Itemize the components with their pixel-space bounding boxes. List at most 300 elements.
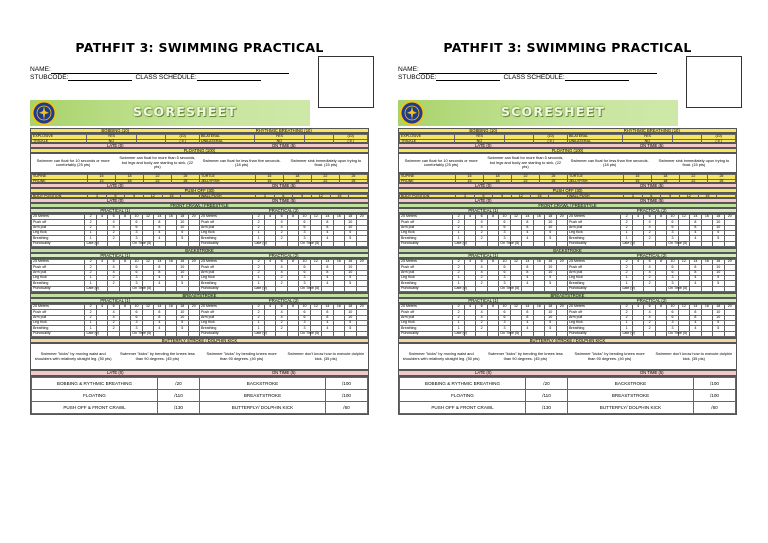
- score-cell[interactable]: 4: [108, 265, 119, 270]
- score-cell[interactable]: 3: [667, 326, 678, 331]
- score-cell[interactable]: 6: [299, 220, 310, 225]
- score-cell[interactable]: [533, 286, 544, 291]
- score-cell[interactable]: [655, 241, 666, 246]
- score-cell[interactable]: 22: [311, 175, 339, 180]
- score-cell[interactable]: [476, 286, 487, 291]
- score-cell[interactable]: [345, 331, 356, 336]
- score-cell[interactable]: Late (0): [254, 241, 267, 246]
- score-cell[interactable]: 14: [522, 215, 533, 220]
- score-cell[interactable]: 4: [322, 236, 333, 241]
- score-cell[interactable]: 10: [499, 305, 510, 310]
- score-cell[interactable]: Late (0): [454, 286, 467, 291]
- score-cell[interactable]: [356, 241, 367, 246]
- score-cell[interactable]: [545, 241, 556, 246]
- score-cell[interactable]: 16: [701, 215, 712, 220]
- score-cell[interactable]: 3: [299, 326, 310, 331]
- score-cell[interactable]: 12: [142, 215, 153, 220]
- score-cell[interactable]: 18: [651, 179, 679, 184]
- score-cell[interactable]: 18: [177, 305, 188, 310]
- score-cell[interactable]: 8: [154, 225, 165, 230]
- score-cell[interactable]: 2: [108, 230, 119, 235]
- score-cell[interactable]: 10: [713, 225, 724, 230]
- score-cell[interactable]: 4: [154, 281, 165, 286]
- score-cell[interactable]: 3: [131, 326, 142, 331]
- score-cell[interactable]: 2: [108, 236, 119, 241]
- score-cell[interactable]: 6: [299, 225, 310, 230]
- score-cell[interactable]: [119, 331, 130, 336]
- score-cell[interactable]: 16: [333, 260, 344, 265]
- score-cell[interactable]: 16: [701, 305, 712, 310]
- score-cell[interactable]: 18: [483, 179, 511, 184]
- score-cell[interactable]: 25: [539, 179, 567, 184]
- score-cell[interactable]: 10: [177, 225, 188, 230]
- score-cell[interactable]: 8: [322, 310, 333, 315]
- stubcode-field[interactable]: [68, 74, 132, 81]
- score-cell[interactable]: 5: [545, 320, 556, 325]
- score-cell[interactable]: 3: [499, 275, 510, 280]
- score-cell[interactable]: 6: [276, 260, 287, 265]
- score-cell[interactable]: 4: [154, 320, 165, 325]
- score-cell[interactable]: 6: [667, 270, 678, 275]
- score-cell[interactable]: 15: [698, 195, 717, 200]
- score-cell[interactable]: /130: [526, 402, 568, 414]
- score-cell[interactable]: 16: [333, 305, 344, 310]
- score-cell[interactable]: 4: [632, 215, 643, 220]
- score-cell[interactable]: 2: [276, 236, 287, 241]
- score-cell[interactable]: [724, 286, 735, 291]
- score-cell[interactable]: 20: [356, 305, 367, 310]
- score-cell[interactable]: On Time (5): [668, 286, 688, 291]
- score-cell[interactable]: 25: [339, 179, 367, 184]
- score-cell[interactable]: /110: [526, 390, 568, 402]
- score-cell[interactable]: 8: [522, 270, 533, 275]
- score-cell[interactable]: 1: [253, 275, 264, 280]
- score-cell[interactable]: (10): [702, 135, 736, 140]
- score-cell[interactable]: 8: [154, 265, 165, 270]
- score-cell[interactable]: 20: [724, 215, 735, 220]
- score-cell[interactable]: YES: [254, 135, 304, 140]
- stubcode-field[interactable]: [436, 74, 500, 81]
- score-cell[interactable]: [545, 286, 556, 291]
- score-cell[interactable]: 2: [453, 220, 464, 225]
- score-cell[interactable]: 1: [621, 281, 632, 286]
- score-cell[interactable]: 6: [299, 270, 310, 275]
- score-cell[interactable]: 3: [299, 236, 310, 241]
- score-cell[interactable]: 12: [311, 195, 330, 200]
- score-cell[interactable]: 20: [356, 260, 367, 265]
- score-cell[interactable]: 16: [333, 215, 344, 220]
- score-cell[interactable]: 5: [177, 230, 188, 235]
- score-cell[interactable]: 4: [476, 265, 487, 270]
- score-cell[interactable]: 10: [345, 270, 356, 275]
- score-cell[interactable]: 10: [667, 305, 678, 310]
- score-cell[interactable]: 18: [713, 260, 724, 265]
- score-cell[interactable]: /100: [326, 390, 368, 402]
- score-cell[interactable]: 3: [623, 195, 642, 200]
- score-cell[interactable]: [522, 241, 533, 246]
- score-cell[interactable]: 6: [499, 225, 510, 230]
- score-cell[interactable]: 12: [142, 305, 153, 310]
- score-cell[interactable]: 3: [131, 275, 142, 280]
- score-cell[interactable]: 3: [299, 230, 310, 235]
- score-cell[interactable]: /20: [158, 378, 200, 390]
- score-cell[interactable]: /130: [158, 402, 200, 414]
- score-cell[interactable]: 20: [188, 215, 199, 220]
- score-cell[interactable]: /60: [694, 402, 736, 414]
- score-cell[interactable]: 4: [264, 305, 275, 310]
- score-cell[interactable]: 2: [621, 270, 632, 275]
- score-cell[interactable]: [165, 286, 176, 291]
- score-cell[interactable]: 1: [453, 236, 464, 241]
- score-cell[interactable]: 15: [456, 179, 484, 184]
- score-cell[interactable]: 4: [154, 275, 165, 280]
- score-cell[interactable]: [701, 331, 712, 336]
- score-cell[interactable]: 2: [453, 315, 464, 320]
- score-cell[interactable]: 8: [154, 310, 165, 315]
- score-cell[interactable]: 10: [345, 220, 356, 225]
- score-cell[interactable]: [188, 241, 199, 246]
- score-cell[interactable]: Late (0): [622, 331, 635, 336]
- score-cell[interactable]: 2: [276, 326, 287, 331]
- score-cell[interactable]: [345, 286, 356, 291]
- score-cell[interactable]: 4: [522, 230, 533, 235]
- score-cell[interactable]: [333, 331, 344, 336]
- score-cell[interactable]: 10: [131, 305, 142, 310]
- score-cell[interactable]: 10: [499, 260, 510, 265]
- score-cell[interactable]: 14: [154, 260, 165, 265]
- score-cell[interactable]: 2: [621, 260, 632, 265]
- score-cell[interactable]: 5: [345, 230, 356, 235]
- score-cell[interactable]: 1: [621, 275, 632, 280]
- score-cell[interactable]: 15: [456, 175, 484, 180]
- score-cell[interactable]: 18: [345, 260, 356, 265]
- score-cell[interactable]: 16: [533, 260, 544, 265]
- score-cell[interactable]: 10: [177, 220, 188, 225]
- score-cell[interactable]: 8: [690, 310, 701, 315]
- score-cell[interactable]: 1: [85, 281, 96, 286]
- score-cell[interactable]: 2: [253, 260, 264, 265]
- score-cell[interactable]: 2: [644, 281, 655, 286]
- score-cell[interactable]: ( 5 ): [702, 139, 736, 144]
- score-cell[interactable]: (10): [166, 135, 200, 140]
- score-cell[interactable]: [356, 331, 367, 336]
- score-cell[interactable]: 10: [545, 270, 556, 275]
- score-cell[interactable]: On Time (5): [668, 241, 688, 246]
- score-cell[interactable]: 10: [345, 225, 356, 230]
- score-cell[interactable]: 5: [545, 281, 556, 286]
- score-cell[interactable]: 14: [322, 260, 333, 265]
- score-cell[interactable]: 3: [255, 195, 274, 200]
- score-cell[interactable]: 5: [177, 275, 188, 280]
- score-cell[interactable]: 4: [522, 326, 533, 331]
- score-cell[interactable]: 15: [330, 195, 349, 200]
- score-cell[interactable]: [690, 331, 701, 336]
- score-cell[interactable]: [188, 286, 199, 291]
- score-cell[interactable]: 12: [679, 195, 698, 200]
- score-cell[interactable]: Late (0): [86, 286, 99, 291]
- score-cell[interactable]: 25: [171, 175, 199, 180]
- score-cell[interactable]: 12: [678, 260, 689, 265]
- score-cell[interactable]: 2: [85, 265, 96, 270]
- score-cell[interactable]: 6: [131, 225, 142, 230]
- score-cell[interactable]: 4: [644, 265, 655, 270]
- score-cell[interactable]: 20: [724, 260, 735, 265]
- score-cell[interactable]: 4: [154, 326, 165, 331]
- score-cell[interactable]: 2: [476, 326, 487, 331]
- score-cell[interactable]: 4: [276, 315, 287, 320]
- score-cell[interactable]: [556, 286, 567, 291]
- score-cell[interactable]: 14: [690, 305, 701, 310]
- score-cell[interactable]: 4: [522, 275, 533, 280]
- score-cell[interactable]: 4: [476, 220, 487, 225]
- score-cell[interactable]: 18: [713, 215, 724, 220]
- score-cell[interactable]: 1: [253, 230, 264, 235]
- score-cell[interactable]: 8: [119, 260, 130, 265]
- score-cell[interactable]: 1: [253, 320, 264, 325]
- score-cell[interactable]: 2: [476, 275, 487, 280]
- score-cell[interactable]: 8: [487, 260, 498, 265]
- score-cell[interactable]: 1: [253, 281, 264, 286]
- score-cell[interactable]: 14: [322, 305, 333, 310]
- score-cell[interactable]: 6: [667, 315, 678, 320]
- score-cell[interactable]: 4: [276, 225, 287, 230]
- score-cell[interactable]: 8: [487, 215, 498, 220]
- score-cell[interactable]: 12: [511, 195, 530, 200]
- score-cell[interactable]: /110: [158, 390, 200, 402]
- score-cell[interactable]: [276, 241, 287, 246]
- score-cell[interactable]: On Time (5): [500, 331, 520, 336]
- score-cell[interactable]: 22: [143, 175, 171, 180]
- score-cell[interactable]: 20: [356, 215, 367, 220]
- score-cell[interactable]: 25: [707, 179, 735, 184]
- score-cell[interactable]: 2: [85, 215, 96, 220]
- score-cell[interactable]: 6: [667, 220, 678, 225]
- score-cell[interactable]: 3: [499, 326, 510, 331]
- score-cell[interactable]: 9: [661, 195, 680, 200]
- score-cell[interactable]: [476, 241, 487, 246]
- score-cell[interactable]: 15: [530, 195, 549, 200]
- score-cell[interactable]: 8: [287, 305, 298, 310]
- score-cell[interactable]: 12: [678, 305, 689, 310]
- score-cell[interactable]: 1: [453, 281, 464, 286]
- score-cell[interactable]: 4: [644, 220, 655, 225]
- score-cell[interactable]: NO: [454, 139, 504, 144]
- score-cell[interactable]: [188, 331, 199, 336]
- score-cell[interactable]: 6: [499, 265, 510, 270]
- score-cell[interactable]: 4: [108, 315, 119, 320]
- score-cell[interactable]: 6: [276, 305, 287, 310]
- score-cell[interactable]: 15: [162, 195, 181, 200]
- score-cell[interactable]: 4: [476, 315, 487, 320]
- score-cell[interactable]: 2: [85, 225, 96, 230]
- score-cell[interactable]: 14: [690, 260, 701, 265]
- class-schedule-field[interactable]: [197, 74, 261, 81]
- score-cell[interactable]: 5: [177, 320, 188, 325]
- score-cell[interactable]: [487, 286, 498, 291]
- score-cell[interactable]: 22: [511, 179, 539, 184]
- score-cell[interactable]: 6: [499, 220, 510, 225]
- score-cell[interactable]: 8: [119, 305, 130, 310]
- score-cell[interactable]: [655, 331, 666, 336]
- score-cell[interactable]: [108, 286, 119, 291]
- score-cell[interactable]: 10: [713, 310, 724, 315]
- score-cell[interactable]: Late (0): [454, 241, 467, 246]
- score-cell[interactable]: ( 5 ): [534, 139, 568, 144]
- score-cell[interactable]: 2: [253, 225, 264, 230]
- score-cell[interactable]: 3: [499, 320, 510, 325]
- score-cell[interactable]: 10: [713, 220, 724, 225]
- score-cell[interactable]: 2: [253, 305, 264, 310]
- score-cell[interactable]: 10: [713, 265, 724, 270]
- score-cell[interactable]: 5: [345, 275, 356, 280]
- score-cell[interactable]: ( 5 ): [166, 139, 200, 144]
- score-cell[interactable]: 8: [522, 310, 533, 315]
- name-field[interactable]: [419, 67, 657, 74]
- score-cell[interactable]: 2: [276, 275, 287, 280]
- score-cell[interactable]: 4: [96, 260, 107, 265]
- score-cell[interactable]: 5: [545, 326, 556, 331]
- score-cell[interactable]: 6: [474, 195, 493, 200]
- score-cell[interactable]: 14: [522, 305, 533, 310]
- score-cell[interactable]: 6: [299, 315, 310, 320]
- score-cell[interactable]: 4: [276, 220, 287, 225]
- score-cell[interactable]: 25: [171, 179, 199, 184]
- score-cell[interactable]: Late (0): [86, 241, 99, 246]
- score-cell[interactable]: 2: [621, 305, 632, 310]
- score-cell[interactable]: 4: [632, 260, 643, 265]
- score-cell[interactable]: [644, 331, 655, 336]
- score-cell[interactable]: [177, 286, 188, 291]
- score-cell[interactable]: 2: [644, 275, 655, 280]
- score-cell[interactable]: NO: [622, 139, 672, 144]
- score-cell[interactable]: 3: [667, 230, 678, 235]
- score-cell[interactable]: 16: [165, 305, 176, 310]
- score-cell[interactable]: 3: [131, 320, 142, 325]
- score-cell[interactable]: 9: [293, 195, 312, 200]
- score-cell[interactable]: 2: [253, 310, 264, 315]
- score-cell[interactable]: 4: [322, 275, 333, 280]
- score-cell[interactable]: 5: [345, 281, 356, 286]
- score-cell[interactable]: 10: [545, 315, 556, 320]
- score-cell[interactable]: 10: [177, 310, 188, 315]
- score-cell[interactable]: Late (0): [86, 331, 99, 336]
- score-cell[interactable]: On Time (5): [500, 241, 520, 246]
- score-cell[interactable]: 15: [255, 179, 283, 184]
- score-cell[interactable]: 10: [713, 315, 724, 320]
- score-cell[interactable]: [724, 241, 735, 246]
- score-cell[interactable]: (10): [534, 135, 568, 140]
- score-cell[interactable]: 12: [310, 215, 321, 220]
- score-cell[interactable]: 10: [177, 265, 188, 270]
- score-cell[interactable]: 4: [690, 236, 701, 241]
- score-cell[interactable]: 1: [85, 326, 96, 331]
- score-cell[interactable]: 18: [345, 215, 356, 220]
- score-cell[interactable]: 2: [453, 270, 464, 275]
- score-cell[interactable]: 4: [322, 281, 333, 286]
- score-cell[interactable]: 20: [724, 305, 735, 310]
- score-cell[interactable]: [177, 331, 188, 336]
- score-cell[interactable]: Late (0): [254, 286, 267, 291]
- score-cell[interactable]: [556, 331, 567, 336]
- score-cell[interactable]: 6: [499, 310, 510, 315]
- score-cell[interactable]: 3: [499, 236, 510, 241]
- score-cell[interactable]: 2: [108, 275, 119, 280]
- score-cell[interactable]: 12: [510, 260, 521, 265]
- score-cell[interactable]: 10: [131, 215, 142, 220]
- score-cell[interactable]: 6: [299, 265, 310, 270]
- score-cell[interactable]: 10: [545, 265, 556, 270]
- score-cell[interactable]: [154, 241, 165, 246]
- score-cell[interactable]: [713, 286, 724, 291]
- score-cell[interactable]: 18: [545, 215, 556, 220]
- score-cell[interactable]: 2: [253, 215, 264, 220]
- score-cell[interactable]: 2: [453, 305, 464, 310]
- score-cell[interactable]: [701, 241, 712, 246]
- score-cell[interactable]: 1: [85, 236, 96, 241]
- score-cell[interactable]: 1: [621, 236, 632, 241]
- score-cell[interactable]: 4: [644, 310, 655, 315]
- score-cell[interactable]: 3: [499, 281, 510, 286]
- score-cell[interactable]: 4: [690, 281, 701, 286]
- score-cell[interactable]: [655, 286, 666, 291]
- score-cell[interactable]: 16: [533, 305, 544, 310]
- score-cell[interactable]: (10): [334, 135, 368, 140]
- score-cell[interactable]: 4: [322, 320, 333, 325]
- score-cell[interactable]: 6: [108, 260, 119, 265]
- score-cell[interactable]: 8: [522, 225, 533, 230]
- score-cell[interactable]: 2: [476, 230, 487, 235]
- score-cell[interactable]: NO: [254, 139, 304, 144]
- score-cell[interactable]: 4: [154, 236, 165, 241]
- score-cell[interactable]: 2: [621, 265, 632, 270]
- score-cell[interactable]: 2: [644, 326, 655, 331]
- score-cell[interactable]: 2: [253, 265, 264, 270]
- score-cell[interactable]: [322, 331, 333, 336]
- score-cell[interactable]: 10: [345, 265, 356, 270]
- score-cell[interactable]: [165, 331, 176, 336]
- score-cell[interactable]: 6: [108, 305, 119, 310]
- score-cell[interactable]: 4: [644, 315, 655, 320]
- score-cell[interactable]: 14: [522, 260, 533, 265]
- score-cell[interactable]: [287, 286, 298, 291]
- score-cell[interactable]: 4: [108, 270, 119, 275]
- score-cell[interactable]: /60: [326, 402, 368, 414]
- score-cell[interactable]: 18: [651, 175, 679, 180]
- score-cell[interactable]: 10: [299, 305, 310, 310]
- score-cell[interactable]: 5: [713, 236, 724, 241]
- score-cell[interactable]: 6: [642, 195, 661, 200]
- score-cell[interactable]: 1: [253, 236, 264, 241]
- score-cell[interactable]: 4: [644, 270, 655, 275]
- score-cell[interactable]: [701, 286, 712, 291]
- score-cell[interactable]: 4: [690, 275, 701, 280]
- score-cell[interactable]: 18: [713, 305, 724, 310]
- score-cell[interactable]: 14: [154, 305, 165, 310]
- score-cell[interactable]: 8: [690, 315, 701, 320]
- score-cell[interactable]: 16: [701, 260, 712, 265]
- score-cell[interactable]: 2: [276, 281, 287, 286]
- score-cell[interactable]: 18: [177, 215, 188, 220]
- score-cell[interactable]: 10: [499, 215, 510, 220]
- score-cell[interactable]: 14: [322, 215, 333, 220]
- score-cell[interactable]: 10: [713, 270, 724, 275]
- score-cell[interactable]: 3: [131, 236, 142, 241]
- score-cell[interactable]: 10: [667, 260, 678, 265]
- score-cell[interactable]: [119, 241, 130, 246]
- score-cell[interactable]: 12: [310, 305, 321, 310]
- score-cell[interactable]: 12: [310, 260, 321, 265]
- score-cell[interactable]: 8: [522, 220, 533, 225]
